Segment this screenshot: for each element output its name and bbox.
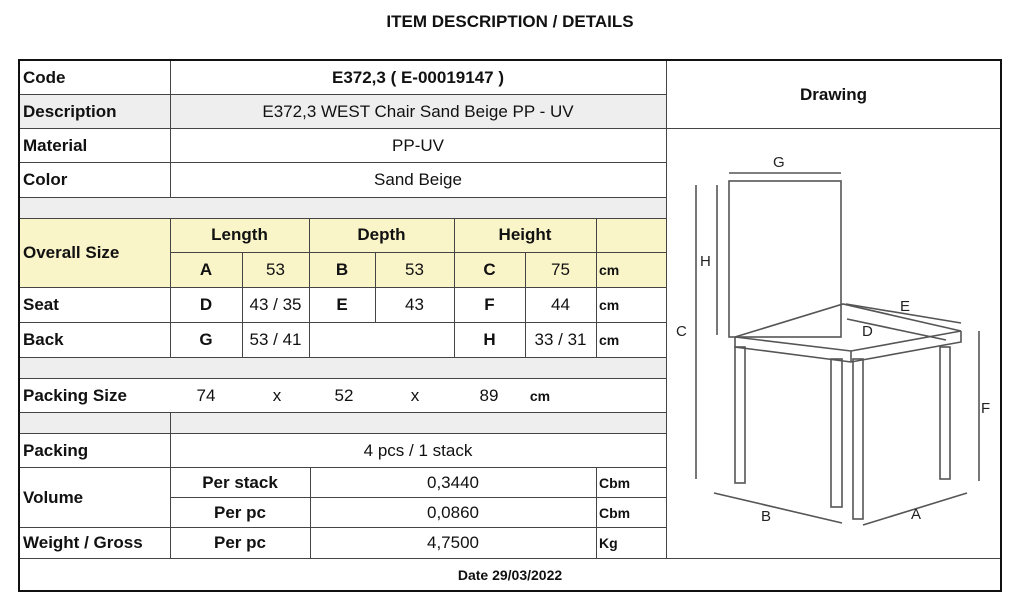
packing-width: 52 <box>334 385 354 405</box>
dim-h-key: H <box>483 330 496 349</box>
packing-x-1: x <box>272 385 282 405</box>
packing-label: Packing <box>23 440 89 460</box>
label-g: G <box>773 154 785 171</box>
dim-d-value: 43 / 35 <box>249 295 302 314</box>
item-details-sheet <box>18 59 1002 592</box>
per-pc-volume-label: Per pc <box>214 502 266 522</box>
page-title: ITEM DESCRIPTION / DETAILS <box>386 12 634 31</box>
packing-x-2: x <box>410 385 420 405</box>
color-value: Sand Beige <box>374 170 462 189</box>
height-header: Height <box>498 225 552 244</box>
per-stack-value: 0,3440 <box>427 472 479 492</box>
dim-b-key: B <box>335 260 349 279</box>
label-d: D <box>862 323 873 340</box>
packing-height: 89 <box>479 385 499 405</box>
drawing-title: Drawing <box>799 84 868 104</box>
label-e: E <box>900 298 911 315</box>
per-pc-weight-label: Per pc <box>214 533 266 552</box>
label-f: F <box>981 400 991 417</box>
packing-size-unit: cm <box>529 387 551 404</box>
label-h: H <box>700 253 711 270</box>
color-label: Color <box>23 170 68 189</box>
dim-f-key: F <box>484 295 495 314</box>
material-value: PP-UV <box>392 135 444 155</box>
code-value: E372,3 ( E-00019147 ) <box>331 67 504 87</box>
per-pc-volume-unit: Cbm <box>599 504 631 521</box>
material-label: Material <box>23 135 88 155</box>
length-header: Length <box>211 225 268 244</box>
chair-drawing <box>20 61 1000 590</box>
dim-f-value: 44 <box>551 295 570 314</box>
dim-g-value: 53 / 41 <box>249 330 302 349</box>
volume-label: Volume <box>23 487 84 507</box>
weight-value: 4,7500 <box>427 533 479 552</box>
dim-a-key: A <box>199 260 213 279</box>
description-value: E372,3 WEST Chair Sand Beige PP - UV <box>262 101 574 121</box>
dim-c-key: C <box>483 260 496 279</box>
per-stack-unit: Cbm <box>599 474 631 491</box>
label-b: B <box>761 508 772 525</box>
date-footer: Date 29/03/2022 <box>457 566 563 583</box>
overall-size-unit: cm <box>599 262 620 278</box>
dim-e-value: 43 <box>405 295 424 314</box>
weight-unit: Kg <box>599 535 618 551</box>
depth-header: Depth <box>357 225 406 244</box>
label-c: C <box>676 323 687 340</box>
per-stack-label: Per stack <box>202 472 278 492</box>
back-label: Back <box>23 330 64 349</box>
packing-value: 4 pcs / 1 stack <box>363 440 473 460</box>
dim-b-value: 53 <box>405 260 424 279</box>
dim-h-value: 33 / 31 <box>534 330 587 349</box>
dim-c-value: 75 <box>551 260 570 279</box>
weight-label: Weight / Gross <box>23 533 143 552</box>
packing-size-label: Packing Size <box>23 385 127 405</box>
code-label: Code <box>23 67 66 87</box>
packing-length: 74 <box>196 385 216 405</box>
dim-d-key: D <box>199 295 213 314</box>
seat-unit: cm <box>599 297 620 313</box>
back-unit: cm <box>599 332 620 348</box>
description-label: Description <box>23 101 117 121</box>
label-a: A <box>911 506 922 523</box>
dim-e-key: E <box>336 295 348 314</box>
per-pc-volume-value: 0,0860 <box>427 502 479 522</box>
overall-size-label: Overall Size <box>23 242 120 262</box>
dim-a-value: 53 <box>266 260 285 279</box>
seat-label: Seat <box>23 295 59 314</box>
dim-g-key: G <box>199 330 213 349</box>
